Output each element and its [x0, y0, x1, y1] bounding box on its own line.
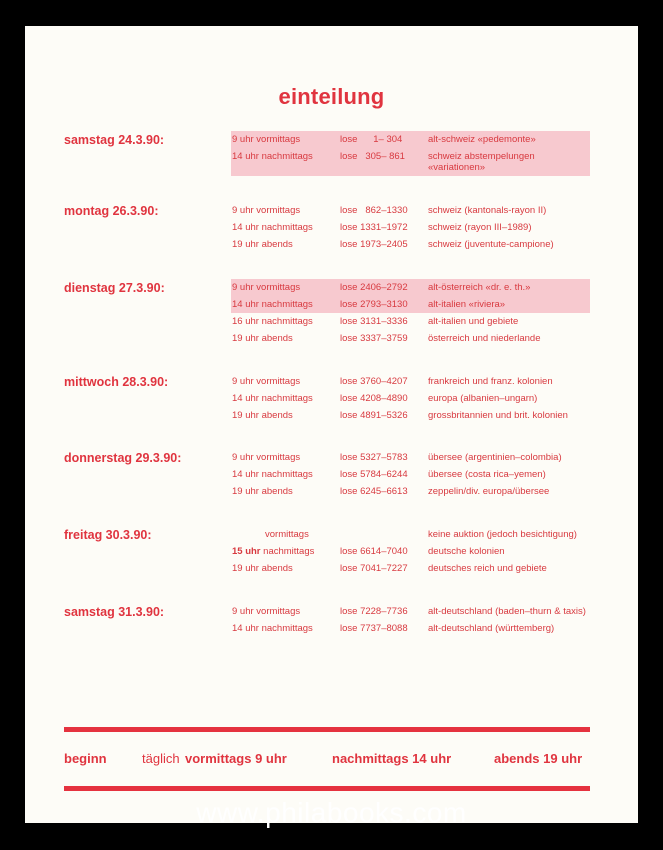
schedule-row	[25, 313, 638, 330]
session-hour: 19	[232, 563, 243, 574]
lot-topic-line: übersee (argentinien–colombia)	[428, 452, 562, 463]
schedule-row	[25, 219, 638, 236]
lot-topic	[428, 563, 547, 574]
session-time	[232, 239, 293, 250]
session-time	[232, 452, 300, 463]
session-time	[232, 606, 300, 617]
lot-topic	[428, 333, 541, 344]
session-hour: 14	[232, 151, 243, 162]
session-period: uhr abends	[242, 410, 293, 421]
session-time	[232, 333, 293, 344]
lot-topic-line: grossbritannien und brit. kolonien	[428, 410, 568, 421]
lot-range: lose 2793–3130	[340, 299, 408, 310]
session-period: uhr nachmittags	[242, 469, 313, 480]
schedule-row	[25, 620, 638, 637]
lot-topic-line: übersee (costa rica–yemen)	[428, 469, 546, 480]
session-time	[232, 134, 300, 145]
lot-topic	[428, 469, 546, 480]
lot-topic-line: keine auktion (jedoch besichtigung)	[428, 529, 577, 540]
lot-topic	[428, 486, 549, 497]
lot-topic	[428, 299, 505, 310]
session-time	[232, 410, 293, 421]
session-hour: 9	[232, 134, 238, 145]
session-period: nachmittags	[260, 546, 315, 557]
footer-daily: täglich	[142, 751, 180, 766]
session-time	[232, 546, 314, 557]
lot-range: lose 7737–8088	[340, 623, 408, 634]
session-hour: 14	[232, 623, 243, 634]
lot-topic	[428, 410, 568, 421]
lot-range: lose 1331–1972	[340, 222, 408, 233]
lot-range: lose 4891–5326	[340, 410, 408, 421]
session-time	[232, 316, 313, 327]
lot-topic-line: schweiz (kantonals-rayon II)	[428, 205, 547, 216]
footer-evening: abends 19 uhr	[494, 751, 583, 766]
schedule-row	[231, 279, 590, 296]
lot-range: lose 862–1330	[340, 205, 408, 216]
session-hour: 9	[232, 376, 238, 387]
session-hour: 14	[232, 469, 243, 480]
schedule-row	[25, 543, 638, 560]
session-period: uhr vormittags	[237, 282, 301, 293]
lot-topic-line: schweiz (juventute-campione)	[428, 239, 554, 250]
lot-topic	[428, 546, 505, 557]
lot-topic-line: alt-österreich «dr. e. th.»	[428, 282, 531, 293]
session-hour: 9	[232, 452, 238, 463]
lot-topic	[428, 151, 535, 173]
document-page	[25, 26, 638, 823]
lot-range: lose 2406–2792	[340, 282, 408, 293]
session-period: uhr nachmittags	[242, 299, 313, 310]
lot-topic-line: schweiz abstempelungen	[428, 151, 535, 162]
lot-topic-line: alt-schweiz «pedemonte»	[428, 134, 536, 145]
lot-range: lose 5784–6244	[340, 469, 408, 480]
session-hour: 14	[232, 299, 243, 310]
schedule-row	[25, 603, 638, 620]
schedule-row	[25, 483, 638, 500]
footer-afternoon: nachmittags 14 uhr	[332, 751, 452, 766]
session-hour: 19	[232, 486, 243, 497]
session-hour: 9	[232, 282, 238, 293]
session-hour: 14	[232, 393, 243, 404]
lot-range: lose 3760–4207	[340, 376, 408, 387]
lot-topic	[428, 239, 554, 250]
session-period: uhr vormittags	[237, 452, 301, 463]
session-period: vormittags	[265, 529, 309, 540]
schedule-row	[25, 560, 638, 577]
footer-begin: beginn	[64, 751, 107, 766]
day-heading: montag 26.3.90:	[64, 204, 159, 218]
schedule-row	[25, 202, 638, 219]
watermark: www.philabooks.com	[196, 797, 467, 828]
session-period: uhr vormittags	[237, 376, 301, 387]
lot-topic	[428, 222, 532, 233]
lot-topic-line: zeppelin/div. europa/übersee	[428, 486, 550, 497]
session-time	[232, 299, 313, 310]
session-hour: 9	[232, 606, 238, 617]
session-time	[232, 469, 313, 480]
lot-range: lose 1973–2405	[340, 239, 408, 250]
lot-topic-line: schweiz (rayon III–1989)	[428, 222, 532, 233]
lot-range: lose 5327–5783	[340, 452, 408, 463]
footer-rule-top	[64, 727, 590, 732]
session-time	[232, 222, 313, 233]
lot-topic-line: deutsche kolonien	[428, 546, 505, 557]
session-period: uhr nachmittags	[242, 623, 313, 634]
session-hour: 16	[232, 316, 243, 327]
lot-topic-line: frankreich und franz. kolonien	[428, 376, 553, 387]
session-period: uhr vormittags	[237, 205, 301, 216]
footer-morning: vormittags 9 uhr	[185, 751, 287, 766]
session-period: uhr vormittags	[237, 134, 301, 145]
schedule-row	[25, 407, 638, 424]
session-time	[232, 623, 313, 634]
day-heading: mittwoch 28.3.90:	[64, 375, 169, 389]
lot-topic	[428, 205, 546, 216]
session-period: uhr abends	[242, 333, 293, 344]
schedule-row	[25, 236, 638, 253]
schedule-row	[231, 148, 590, 176]
session-period: uhr nachmittags	[242, 393, 313, 404]
lot-range: lose 6614–7040	[340, 546, 408, 557]
session-period: uhr vormittags	[237, 606, 301, 617]
session-period: uhr abends	[242, 486, 293, 497]
lot-range: lose 3131–3336	[340, 316, 408, 327]
day-heading: dienstag 27.3.90:	[64, 281, 165, 295]
lot-topic-line: alt-deutschland (württemberg)	[428, 623, 555, 634]
lot-topic-line: österreich und niederlande	[428, 333, 541, 344]
footer-rule-bottom	[64, 786, 590, 791]
lot-range: lose 3337–3759	[340, 333, 408, 344]
lot-range: lose 7228–7736	[340, 606, 408, 617]
day-heading: freitag 30.3.90:	[64, 528, 152, 542]
session-hour: 19	[232, 410, 243, 421]
session-period: uhr nachmittags	[242, 316, 313, 327]
session-time	[232, 486, 293, 497]
lot-topic-line: alt-italien «riviera»	[428, 299, 506, 310]
lot-topic	[428, 452, 562, 463]
session-time	[232, 393, 313, 404]
lot-topic	[428, 529, 577, 540]
session-period: uhr abends	[242, 563, 293, 574]
session-time	[232, 376, 300, 387]
session-time	[265, 529, 309, 540]
lot-range: lose 1– 304	[340, 134, 403, 145]
lot-topic	[428, 606, 586, 617]
lot-range: lose 7041–7227	[340, 563, 408, 574]
lot-topic	[428, 134, 536, 145]
schedule-row	[231, 296, 590, 313]
session-hour: 9	[232, 205, 238, 216]
schedule-row	[25, 466, 638, 483]
day-heading: samstag 24.3.90:	[64, 133, 165, 147]
session-hour: 19	[232, 239, 243, 250]
lot-topic	[428, 376, 553, 387]
schedule-row	[25, 373, 638, 390]
schedule-row	[25, 526, 638, 543]
session-time	[232, 205, 300, 216]
session-time	[232, 151, 313, 162]
session-period: uhr nachmittags	[242, 222, 313, 233]
lot-topic	[428, 316, 518, 327]
day-heading: donnerstag 29.3.90:	[64, 451, 182, 465]
lot-topic	[428, 282, 530, 293]
session-time	[232, 282, 300, 293]
lot-topic-line: europa (albanien–ungarn)	[428, 393, 538, 404]
lot-range: lose 305– 861	[340, 151, 405, 162]
lot-topic	[428, 623, 554, 634]
schedule-row	[25, 390, 638, 407]
schedule-row	[25, 449, 638, 466]
session-period: uhr nachmittags	[242, 151, 313, 162]
lot-topic-line: «variationen»	[428, 162, 486, 173]
schedule-row	[25, 330, 638, 347]
session-hour: 14	[232, 222, 243, 233]
lot-topic-line: deutsches reich und gebiete	[428, 563, 547, 574]
session-hour: 15 uhr	[232, 546, 261, 557]
lot-range: lose 4208–4890	[340, 393, 408, 404]
lot-topic-line: alt-deutschland (baden–thurn & taxis)	[428, 606, 586, 617]
session-time	[232, 563, 293, 574]
day-heading: samstag 31.3.90:	[64, 605, 165, 619]
lot-topic	[428, 393, 537, 404]
schedule-row	[231, 131, 590, 148]
lot-range: lose 6245–6613	[340, 486, 408, 497]
session-period: uhr abends	[242, 239, 293, 250]
session-hour: 19	[232, 333, 243, 344]
page-title: einteilung	[278, 84, 385, 109]
lot-topic-line: alt-italien und gebiete	[428, 316, 519, 327]
